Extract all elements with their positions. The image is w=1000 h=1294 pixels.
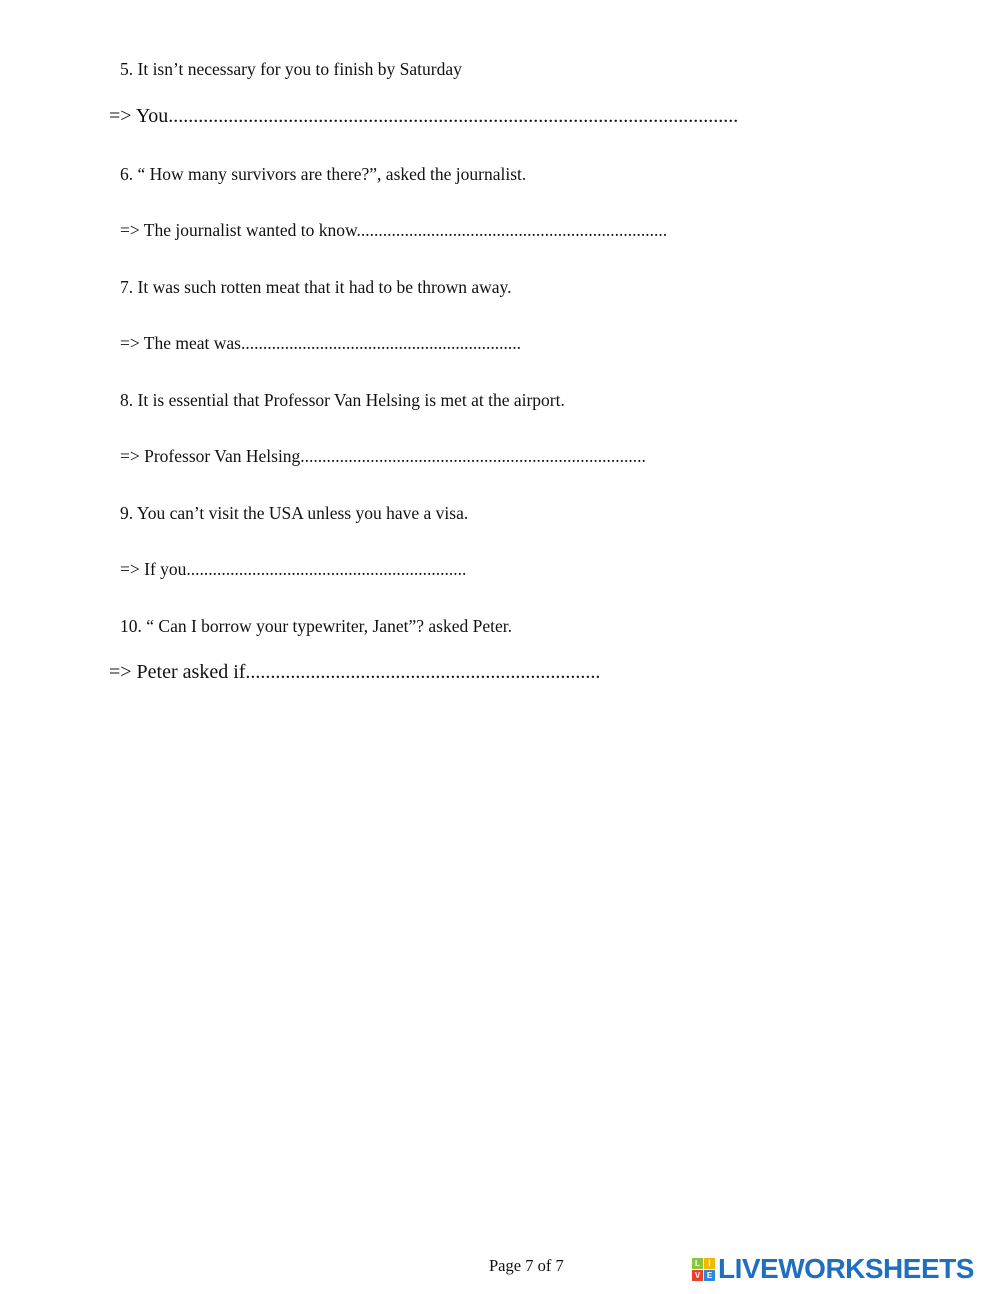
liveworksheets-logo bbox=[692, 1254, 974, 1284]
question-prompt: 7. It was such rotten meat that it had to be thrown away. bbox=[120, 277, 512, 297]
page-number: Page 7 of 7 bbox=[489, 1256, 564, 1275]
question-prompt: 8. It is essential that Professor Van Helsing is met at the airport. bbox=[120, 390, 565, 410]
logo-mark-cell: I bbox=[704, 1258, 715, 1269]
question-prompt: 5. It isn’t necessary for you to finish by Saturday bbox=[120, 59, 462, 79]
logo-mark-cell: L bbox=[692, 1258, 703, 1269]
question-prompt: 10. “ Can I borrow your typewriter, Janet”? asked Peter. bbox=[120, 616, 512, 636]
question-prompt: 6. “ How many survivors are there?”, asked the journalist. bbox=[120, 164, 527, 184]
answer-line[interactable]: => The meat was................................................................ bbox=[120, 333, 521, 353]
answer-line[interactable]: => The journalist wanted to know....................................................................... bbox=[120, 220, 668, 240]
answer-line[interactable]: => You.................................................................................................................. bbox=[109, 105, 739, 127]
logo-mark-cell: V bbox=[692, 1270, 703, 1281]
logo-mark-cell: E bbox=[704, 1270, 715, 1281]
liveworksheets-mark-icon bbox=[692, 1258, 715, 1281]
question-prompt: 9. You can’t visit the USA unless you have a visa. bbox=[120, 503, 469, 523]
logo-wordmark: LIVEWORKSHEETS bbox=[718, 1253, 974, 1284]
answer-line[interactable]: => If you................................................................ bbox=[120, 559, 467, 579]
answer-line[interactable]: => Peter asked if....................................................................... bbox=[109, 661, 601, 683]
answer-line[interactable]: => Professor Van Helsing............................................................................... bbox=[120, 446, 646, 466]
